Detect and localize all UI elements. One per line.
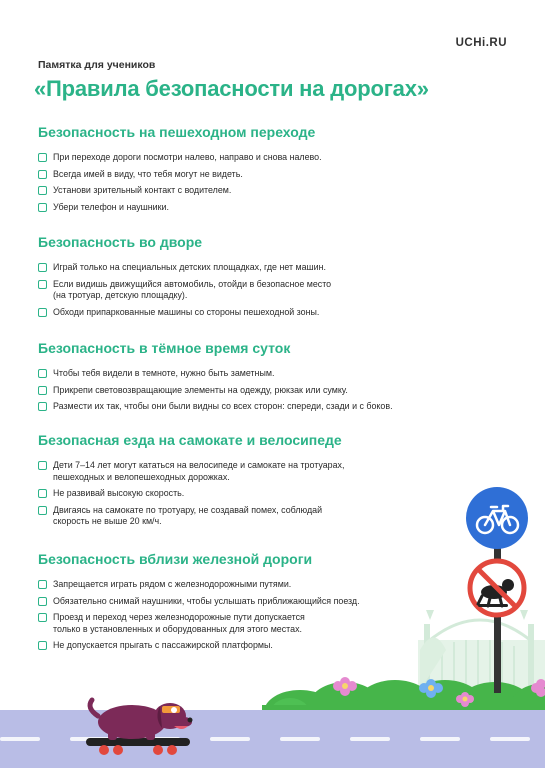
checklist-item: Обязательно снимай наушники, чтобы услышать приближающийся поезд. (38, 596, 508, 608)
checkbox (38, 580, 47, 589)
checkbox (38, 170, 47, 179)
checkbox (38, 203, 47, 212)
checklist-item: Не допускается прыгать с пассажирской платформы. (38, 640, 508, 652)
checkbox (38, 489, 47, 498)
page-title: «Правила безопасности на дорогах» (34, 76, 429, 101)
checklist-item: Убери телефон и наушники. (38, 202, 508, 214)
section-dark-time (38, 340, 508, 418)
flower-pink-right-icon (531, 679, 545, 697)
checklist-item: Играй только на специальных детских площадках, где нет машин. (38, 262, 508, 274)
checklist-item: Не развивай высокую скорость. (38, 488, 508, 500)
checkbox (38, 308, 47, 317)
checklist-item: Установи зрительный контакт с водителем. (38, 185, 508, 197)
checkbox (38, 506, 47, 515)
checklist-item: Размести их так, чтобы они были видны со всех сторон: спереди, сзади и с боков. (38, 401, 508, 413)
checklist-item: Обходи припаркованные машины со стороны пешеходной зоны. (38, 307, 508, 319)
checklist-item: Если видишь движущийся автомобиль, отойди в безопасное место (на тротуар, детскую площадку). (38, 279, 508, 302)
flower-pink-icon (333, 677, 357, 696)
checklist-item: Проезд и переход через железнодорожные пути допускается только в установленных и оборудованных для этого местах. (38, 612, 508, 635)
checkbox (38, 280, 47, 289)
checklist-item: Прикрепи световозвращающие элементы на одежду, рюкзак или сумку. (38, 385, 508, 397)
checklist-item: Дети 7–14 лет могут кататься на велосипеде и самокате на тротуарах, пешеходных и велопешеходных дорожках. (38, 460, 508, 483)
flower-pink-small-icon (456, 692, 474, 707)
checkbox (38, 597, 47, 606)
dog-on-skateboard-illustration (86, 700, 193, 755)
section-heading: Безопасная езда на самокате и велосипеде (38, 432, 342, 448)
bushes-illustration (262, 680, 545, 734)
section-heading: Безопасность на пешеходном переходе (38, 124, 316, 140)
checklist-item: Двигаясь на самокате по тротуару, не создавай помех, соблюдай скорость не выше 20 км/ч. (38, 505, 508, 528)
checkbox (38, 263, 47, 272)
section-heading: Безопасность вблизи железной дороги (38, 551, 313, 567)
checklist-item: Чтобы тебя видели в темноте, нужно быть заметным. (38, 368, 508, 380)
section-railway (38, 551, 508, 657)
road (0, 710, 545, 768)
checklist-item: При переходе дороги посмотри налево, направо и снова налево. (38, 152, 508, 164)
section-yard (38, 234, 508, 323)
memo-subtitle: Памятка для учеников (38, 59, 156, 71)
checkbox (38, 186, 47, 195)
section-heading: Безопасность во дворе (38, 234, 203, 250)
checkbox (38, 369, 47, 378)
checklist-item: Всегда имей в виду, что тебя могут не видеть. (38, 169, 508, 181)
section-heading: Безопасность в тёмное время суток (38, 340, 291, 356)
flower-blue-icon (419, 679, 443, 698)
checkbox (38, 613, 47, 622)
section-scooter-bicycle (38, 432, 508, 533)
road-markings (0, 737, 530, 741)
checkbox (38, 641, 47, 650)
checklist-item: Запрещается играть рядом с железнодорожными путями. (38, 579, 508, 591)
checkbox (38, 386, 47, 395)
section-pedestrian-crossing (38, 124, 508, 218)
checkbox (38, 402, 47, 411)
checkbox (38, 461, 47, 470)
brand-logo: UCHi.RU (455, 37, 507, 49)
checkbox (38, 153, 47, 162)
